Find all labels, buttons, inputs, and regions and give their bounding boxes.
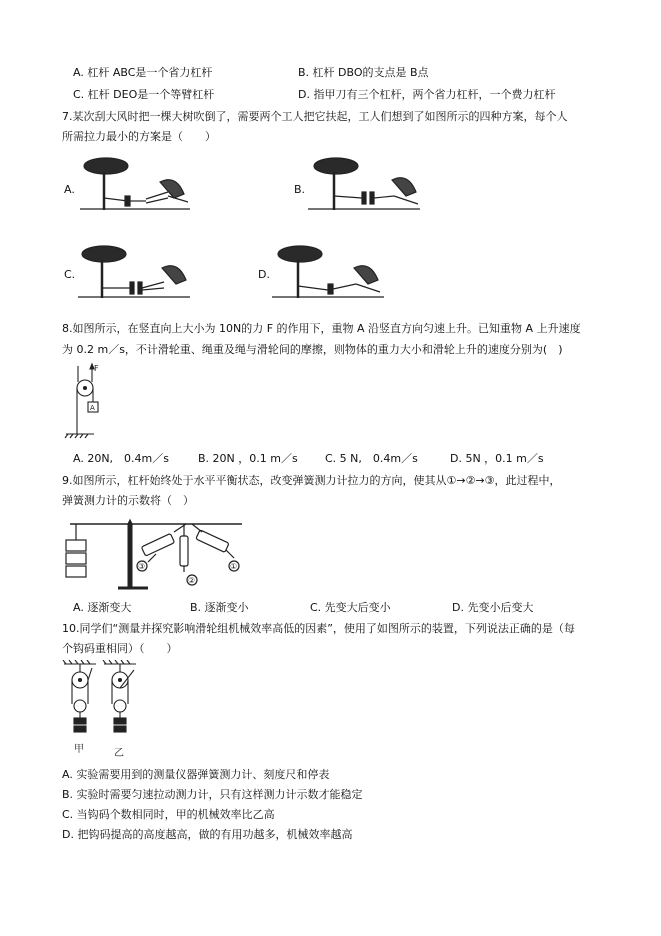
- q7-stem-line2: 所需拉力最小的方案是（ ）: [62, 130, 216, 143]
- q8-stem-line2: 为 0.2 m／s，不计滑轮重、绳重及绳与滑轮间的摩擦，则物体的重力大小和滑轮上升的速度分别为( ): [62, 343, 563, 356]
- q9-option-d: D. 先变小后变大: [452, 601, 534, 614]
- q10-option-c: C. 当钩码个数相同时，甲的机械效率比乙高: [62, 808, 275, 821]
- q10-option-d: D. 把钩码提高的高度越高，做的有用功越多，机械效率越高: [62, 828, 353, 841]
- q10-option-b: B. 实验时需要匀速拉动测力计，只有这样测力计示数才能稳定: [62, 788, 363, 801]
- q7-label-b: B.: [294, 183, 306, 196]
- q10-label-jia: 甲: [74, 744, 84, 755]
- q8-option-b: B. 20N ，0.1 m／s: [198, 452, 298, 465]
- q10-stem-line2: 个钩码重相同）（ ）: [62, 642, 178, 655]
- q7-figure-d: [272, 240, 384, 298]
- q7-figure-b: [308, 152, 420, 210]
- q10-stem-line1: 10.同学们“测量并探究影响滑轮组机械效率高低的因素”，使用了如图所示的装置，下列说法正确的是（每: [62, 622, 575, 635]
- q8-option-d: D. 5N ，0.1 m／s: [450, 452, 544, 465]
- q7-label-a: A.: [64, 183, 75, 196]
- q8-label-a: A: [90, 404, 95, 412]
- q7-label-c: C.: [64, 268, 76, 281]
- q9-lever-figure: [62, 514, 247, 592]
- q8-option-a: A. 20N, 0.4m／s: [73, 452, 169, 465]
- q7-stem-line1: 7.某次刮大风时把一棵大树吹倒了，需要两个工人把它扶起，工人们想到了如图所示的四种方案，每个人: [62, 110, 568, 123]
- q8-option-c: C. 5 N, 0.4m／s: [325, 452, 418, 465]
- q9-option-c: C. 先变大后变小: [310, 601, 391, 614]
- q10-pulley-figure: [60, 660, 140, 758]
- q9-option-a: A. 逐渐变大: [73, 601, 132, 614]
- q9-label-3: ③: [138, 562, 146, 571]
- q9-label-1: ①: [230, 562, 238, 571]
- q10-option-a: A. 实验需要用到的测量仪器弹簧测力计、刻度尺和停表: [62, 768, 330, 781]
- q6-option-a: A. 杠杆 ABC是一个省力杠杆: [73, 66, 213, 79]
- q9-stem-line1: 9.如图所示，杠杆始终处于水平平衡状态，改变弹簧测力计拉力的方向，使其从①→②→③，此过程中，: [62, 474, 561, 487]
- q7-label-d: D.: [258, 268, 270, 281]
- q8-pulley-figure: [60, 362, 110, 440]
- q6-option-b: B. 杠杆 DBO的支点是 B点: [298, 66, 429, 79]
- q7-figure-c: [78, 240, 190, 298]
- q8-stem-line1: 8.如图所示，在竖直向上大小为 10N的力 F 的作用下，重物 A 沿竖直方向匀速上升。已知重物 A 上升速度: [62, 322, 581, 335]
- q6-option-c: C. 杠杆 DEO是一个等臂杠杆: [73, 88, 215, 101]
- q9-option-b: B. 逐渐变小: [190, 601, 249, 614]
- q7-figure-a: [80, 152, 190, 210]
- q9-label-2: ②: [188, 576, 196, 585]
- q9-stem-line2: 弹簧测力计的示数将（ ）: [62, 494, 194, 507]
- q8-label-f: F: [94, 364, 99, 373]
- q6-option-d: D. 指甲刀有三个杠杆，两个省力杠杆，一个费力杠杆: [298, 88, 556, 101]
- q10-label-yi: 乙: [114, 748, 124, 758]
